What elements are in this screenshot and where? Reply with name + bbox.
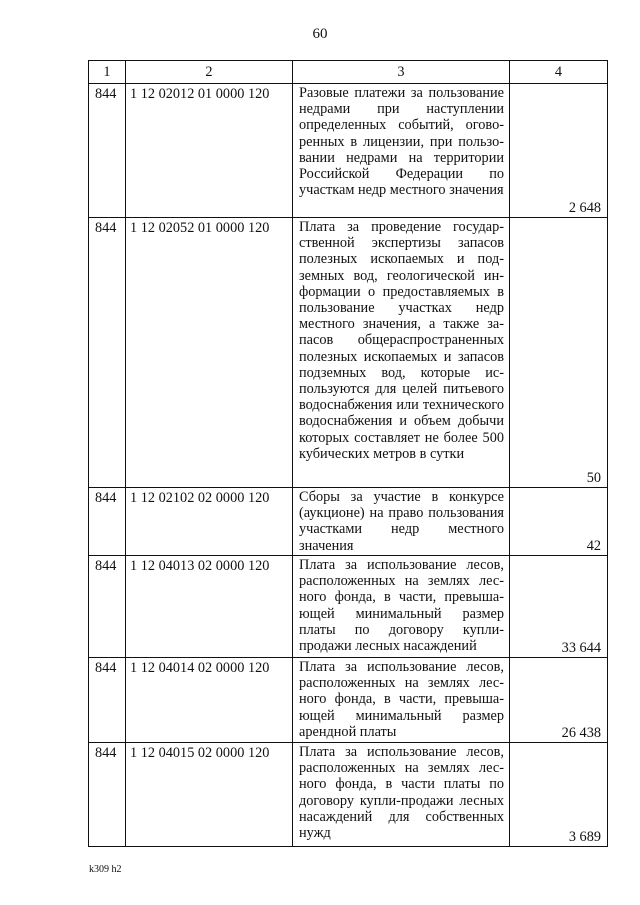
- table-row: [89, 84, 608, 218]
- document-code: k309 h2: [89, 864, 122, 875]
- revenue-name-cell: Плата за проведение государственной экспертизы запасов полезных ископаемых и подземных вод, геологической информации о предоставляемых в пользование участках недр местного значения, а также запасов общераспространенных полезных ископаемых и запасов подземных вод, которые используются для целей питьевого водоснабжения или технического водоснабжения и объем добычи которых составляет не более 500 кубических метров в сутки: [293, 218, 510, 488]
- column-header-2: 2: [126, 61, 293, 84]
- amount-cell: 42: [510, 488, 608, 556]
- admin-code-cell: 844: [89, 488, 126, 556]
- page-number: 60: [312, 26, 328, 42]
- column-header-3: 3: [293, 61, 510, 84]
- admin-code-cell: 844: [89, 218, 126, 488]
- budget-code-cell: 1 12 02052 01 0000 120: [126, 218, 293, 488]
- revenue-name-cell: Плата за использование лесов, расположенных на землях лесного фонда, в части, превышающей минимальный размер арендной платы: [293, 658, 510, 743]
- column-header-1: 1: [89, 61, 126, 84]
- table-row: [89, 218, 608, 488]
- revenue-name-cell: Разовые платежи за пользование недрами при наступлении определенных событий, оговоренных в лицензии, при пользовании недрами на территории Российской Федерации по участкам недр местного значения: [293, 84, 510, 218]
- amount-cell: 26 438: [510, 658, 608, 743]
- revenue-name-cell: Плата за использование лесов, расположенных на землях лесного фонда, в части, превышающей минимальный размер платы по договору купли-продажи лесных насаждений: [293, 556, 510, 658]
- admin-code-cell: 844: [89, 556, 126, 658]
- admin-code-cell: 844: [89, 84, 126, 218]
- table-row: [89, 743, 608, 847]
- amount-cell: 33 644: [510, 556, 608, 658]
- table-header-row: [89, 61, 608, 84]
- budget-code-cell: 1 12 02102 02 0000 120: [126, 488, 293, 556]
- revenue-name-cell: Сборы за участие в конкурсе (аукционе) на право пользования участками недр местного значения: [293, 488, 510, 556]
- budget-code-cell: 1 12 04013 02 0000 120: [126, 556, 293, 658]
- budget-code-cell: 1 12 02012 01 0000 120: [126, 84, 293, 218]
- admin-code-cell: 844: [89, 743, 126, 847]
- admin-code-cell: 844: [89, 658, 126, 743]
- table-row: [89, 658, 608, 743]
- budget-table: [88, 60, 608, 847]
- table-row: [89, 488, 608, 556]
- budget-code-cell: 1 12 04014 02 0000 120: [126, 658, 293, 743]
- revenue-name-cell: Плата за использование лесов, расположенных на землях лесного фонда, в части платы по договору купли-продажи лесных насаждений для собственных нужд: [293, 743, 510, 847]
- amount-cell: 50: [510, 218, 608, 488]
- column-header-4: 4: [510, 61, 608, 84]
- budget-code-cell: 1 12 04015 02 0000 120: [126, 743, 293, 847]
- amount-cell: 3 689: [510, 743, 608, 847]
- table-row: [89, 556, 608, 658]
- amount-cell: 2 648: [510, 84, 608, 218]
